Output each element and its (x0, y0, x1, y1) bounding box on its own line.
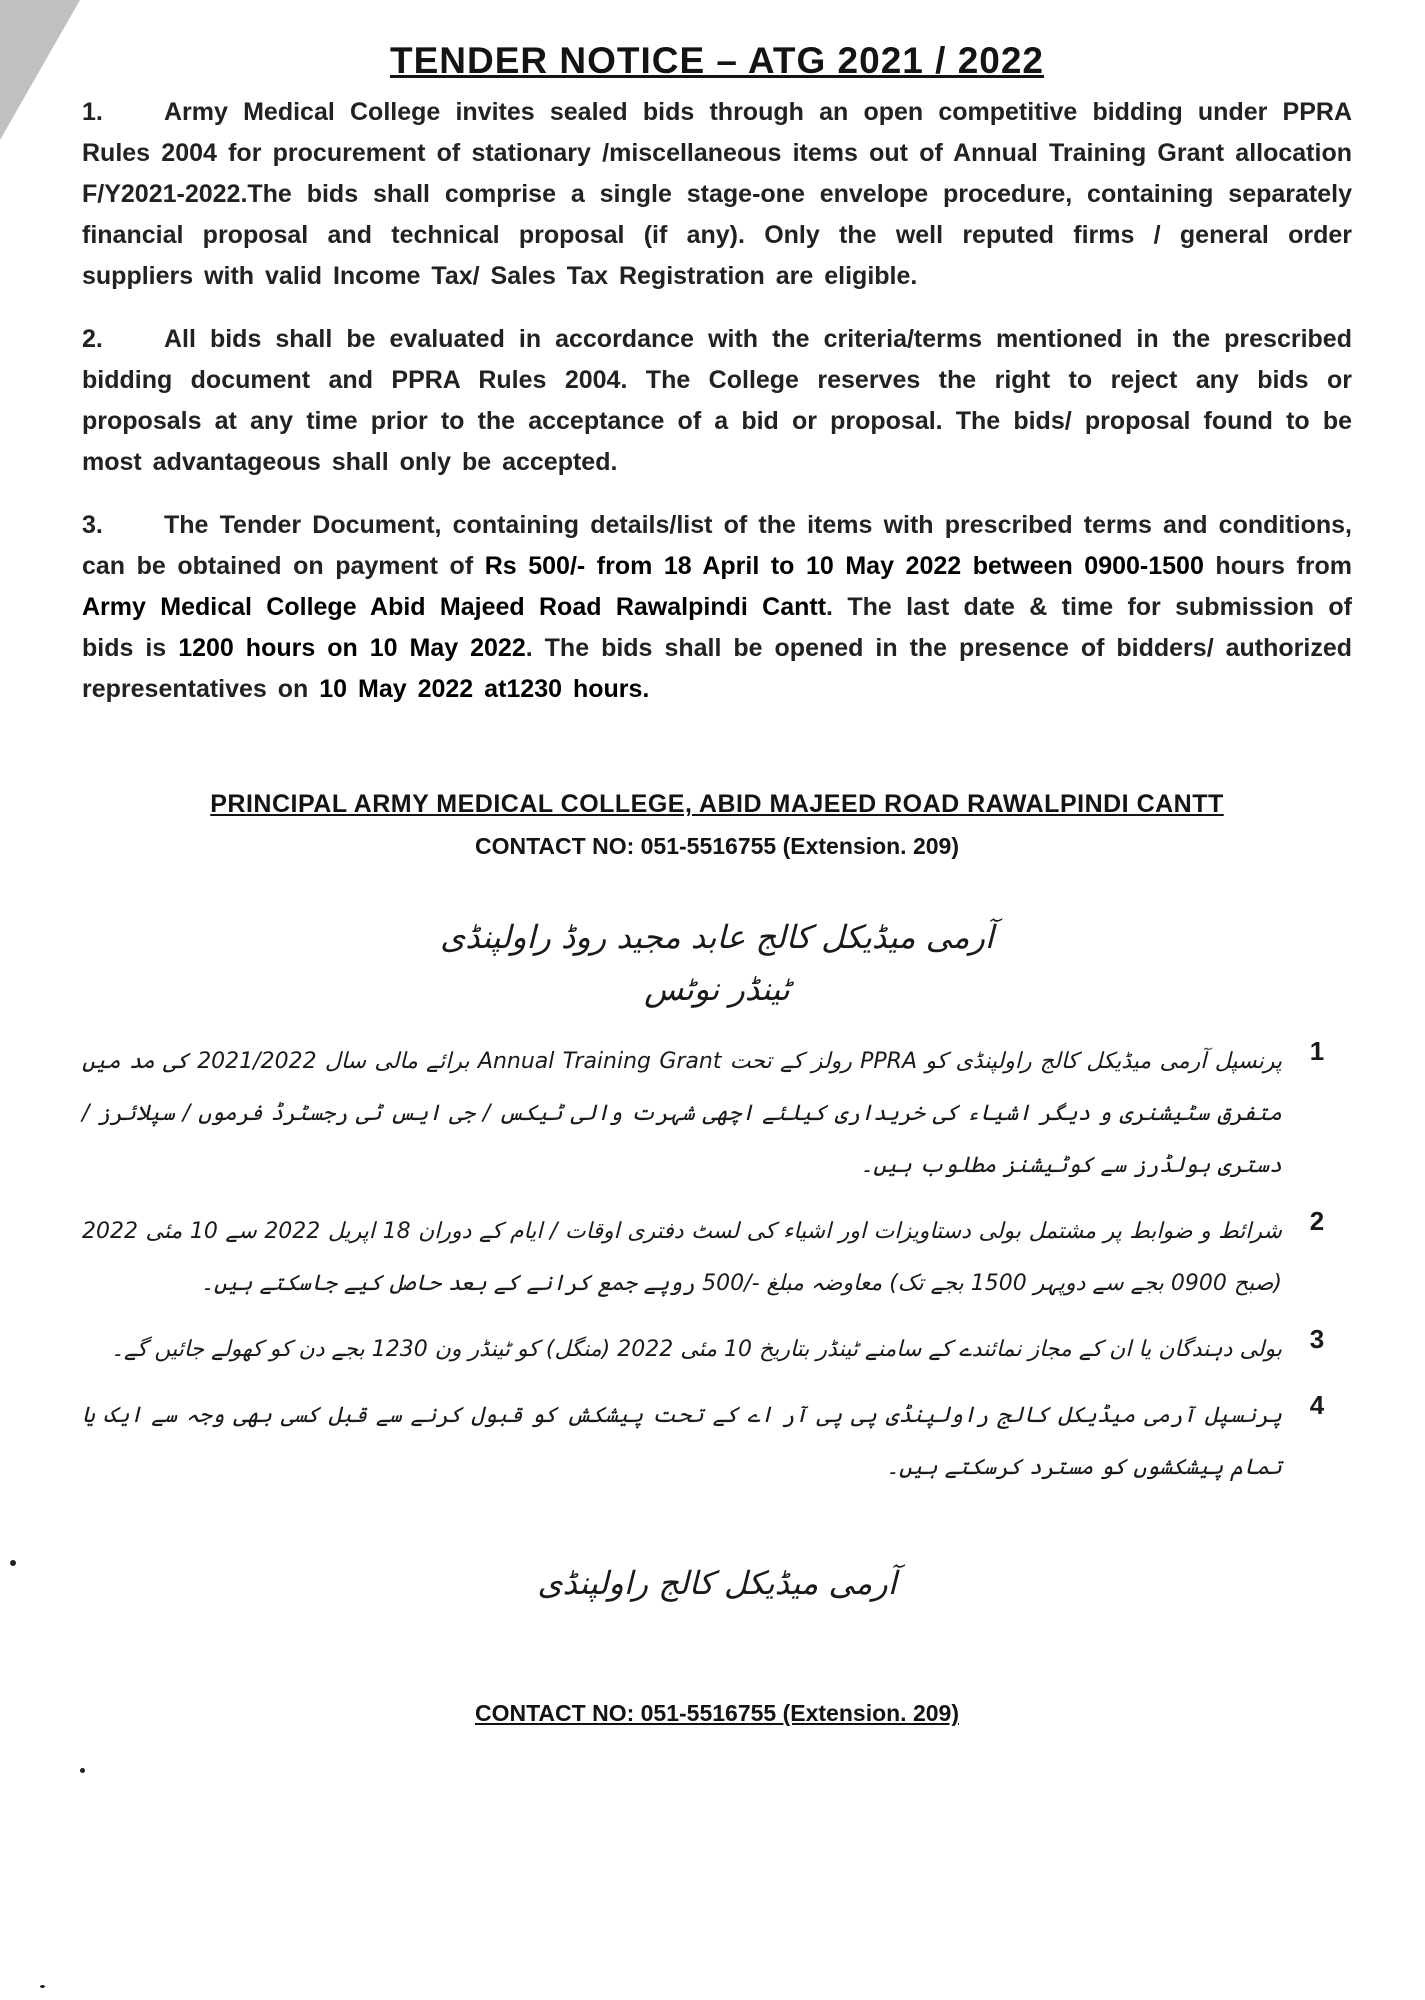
paragraph-text: All bids shall be evaluated in accordance with the criteria/terms mentioned in the prescribed bidding document and PPRA Rules 2004. The College reserves the right to reject any bids or proposals at any time prior to the acceptance of a bid or proposal. The bids/ proposal found to be most advantageous shall only be accepted. (82, 325, 1352, 476)
contact-number: CONTACT NO: 051-5516755 (Extension. 209) (474, 833, 959, 859)
english-paragraphs (82, 92, 1352, 710)
urdu-footer-college: آرمی میڈیکل کالج راولپنڈی (537, 1564, 897, 1602)
urdu-paragraph-2 (82, 1206, 1352, 1310)
urdu-paragraph-number: 4 (1309, 1390, 1325, 1420)
paragraph-number: 1. (82, 98, 103, 126)
paragraph-text: . The bids shall be opened in the presence of bidders/ authorized representatives on (82, 634, 1352, 703)
urdu-paragraph-3 (82, 1324, 1352, 1376)
urdu-paragraph-text: پرنسپل آرمی میڈیکل کالج راولپنڈی کو PPRA رولز کے تحت Annual Training Grant برائے مالی سال 2021/2022 کی مد میں متفرق سٹیشنری و دیگر اشیاء کی خریداری کیلئے اچھی شہرت والی ٹیکس / جی ایس ٹی رجسٹرڈ فرموں / سپلائرز / دستری ہولڈرز سے کوٹیشنز مطلوب ہیں۔ (82, 1049, 1283, 1178)
paragraph-2 (82, 319, 1352, 483)
urdu-paragraph-4 (82, 1390, 1352, 1494)
urdu-paragraphs (82, 1036, 1352, 1494)
urdu-heading-college: آرمی میڈیکل کالج عابد مجید روڈ راولپنڈی (440, 918, 994, 956)
urdu-paragraph-number: 2 (1309, 1206, 1325, 1236)
paragraph-bold-text: 1200 hours on 10 May 2022 (178, 634, 526, 662)
paragraph-text: Army Medical College invites sealed bids through an open competitive bidding under PPRA Rules 2004 for procurement of stationary /miscellaneous items out of Annual Training Grant allocation F/Y2021-2022.The bids shall comprise a single stage-one envelope procedure, containing separately financial proposal and technical proposal (if any). Only the well reputed firms / general order suppliers with valid Income Tax/ Sales Tax Registration are eligible. (82, 98, 1352, 290)
paragraph-3 (82, 505, 1352, 710)
urdu-paragraph-1 (82, 1036, 1352, 1192)
urdu-paragraph-number: 1 (1309, 1036, 1325, 1066)
paragraph-bold-text: 10 May 2022 at1230 hours. (319, 675, 650, 703)
scan-speck (40, 1985, 45, 1988)
paragraph-number: 2. (82, 325, 103, 353)
paragraph-bold-text: Army Medical College Abid Majeed Road Rawalpindi Cantt (82, 593, 827, 621)
notice-title: TENDER NOTICE – ATG 2021 / 2022 (389, 40, 1045, 81)
principal-line: PRINCIPAL ARMY MEDICAL COLLEGE, ABID MAJEED ROAD RAWALPINDI CANTT (210, 790, 1224, 818)
page-fold-corner (0, 0, 80, 140)
paragraph-text: The Tender Document, containing details/list of the items with prescribed terms and conditions, can be obtained on payment of (82, 511, 1352, 580)
scan-speck (10, 1560, 16, 1566)
scan-speck (80, 1768, 85, 1773)
paragraph-1 (82, 92, 1352, 297)
paragraph-number: 3. (82, 511, 103, 539)
paragraph-bold-text: Rs 500/- from 18 April to 10 May 2022 between 0900-1500 (484, 552, 1204, 580)
tender-notice (82, 40, 1352, 1727)
urdu-paragraph-text: پرنسپل آرمی میڈیکل کالج راولپنڈی پی پی آر اے کے تحت پیشکش کو قبول کرنے سے قبل کسی بھی وجہ سے ایک یا تمام پیشکشوں کو مسترد کرسکتے ہیں۔ (82, 1403, 1282, 1480)
contact-number-footer: CONTACT NO: 051-5516755 (Extension. 209) (474, 1700, 959, 1726)
urdu-paragraph-text: بولی دہندگان یا ان کے مجاز نمائندے کے سامنے ٹینڈر بتاریخ 10 مئی 2022 (منگل) کو ٹینڈر ون 1230 بجے دن کو کھولے جائیں گے۔ (111, 1337, 1282, 1362)
paragraph-text: hours from (1203, 552, 1352, 580)
urdu-heading-tender: ٹینڈر نوٹس (644, 970, 790, 1008)
urdu-paragraph-text: شرائط و ضوابط پر مشتمل بولی دستاویزات اور اشیاء کی لسٹ دفتری اوقات / ایام کے دوران 18 اپریل 2022 سے 10 مئی 2022 (صبح 0900 بجے سے دوپہر 1500 بجے تک) معاوضہ مبلغ -/500 روپے جمع کرانے کے بعد حاصل کیے جاسکتے ہیں۔ (82, 1219, 1282, 1296)
urdu-paragraph-number: 3 (1309, 1324, 1325, 1354)
paragraph-text: . The last date & time for submission of bids is (82, 593, 1352, 662)
